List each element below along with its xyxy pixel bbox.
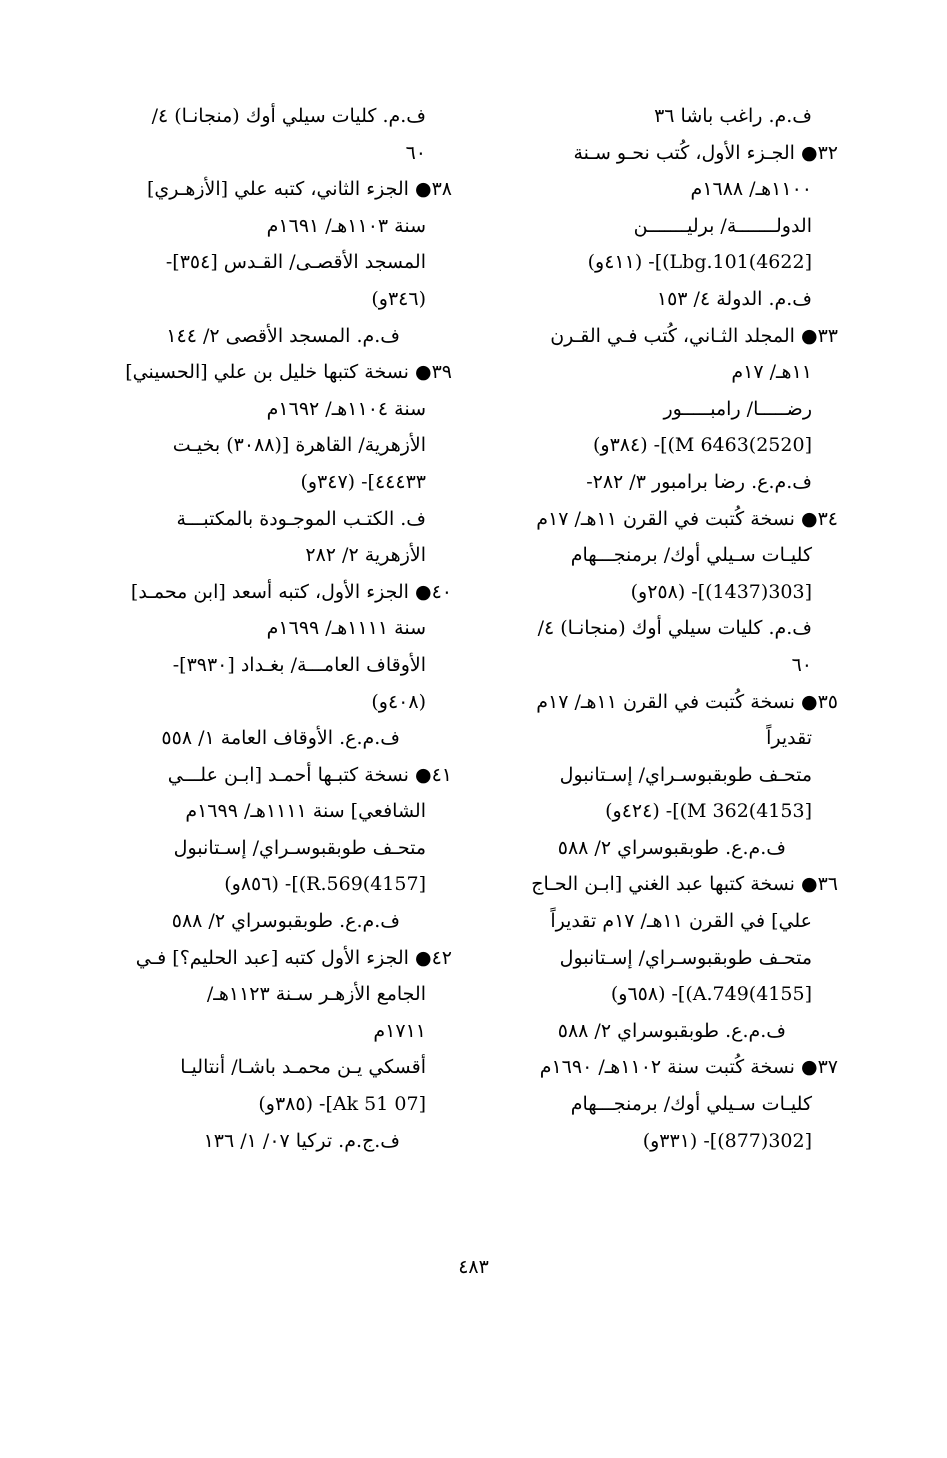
- entry-line: كليـات سـيلي أوك/ برمنجـــهام: [570, 1093, 812, 1116]
- entry-line: ف.م. كليات سيلي أوك (منجانـا) ٤/: [537, 617, 812, 640]
- entry-line: الدولـــــــة/ برليـــــــن: [633, 214, 812, 237]
- entry-line: متحـف طوبقبوسـراي/ إسـتانبول: [173, 836, 426, 859]
- entry-heading-line: ٣٩● نسخة كتبها خليل بن علي [الحسيني]: [125, 361, 452, 384]
- entry-line: ف.م. الدولة ٤/ ١٥٣: [656, 287, 812, 310]
- entry-line: ف.م. كليات سيلي أوك (منجانـا) ٤/: [151, 105, 426, 127]
- entry-line: ف.م.ع. رضا برامبور ٣/ ٢٨٢-: [586, 470, 812, 493]
- entry-heading-line: ٤٠● الجزء الأول، كتبه أسعد [ابن محمـد]: [130, 580, 452, 603]
- entry-line: ف.م. راغب باشا ٣٦: [654, 105, 812, 127]
- entry-line: أقسكي يـن محمـد باشـا/ أنتاليـا: [180, 1056, 426, 1079]
- left-column: [112, 98, 452, 1159]
- entry-line: [4153)M 362)]- (٤٢٤و): [605, 800, 812, 823]
- entry-line: سنة ١١١١هـ/ ١٦٩٩م: [266, 617, 426, 640]
- entry-line: [4157)R.569)]- (٨٥٦و): [224, 873, 426, 896]
- entry-line: ف.م. المسجد الأقصى ٢/ ١٤٤: [166, 324, 400, 347]
- entry-heading-line: ٣٥● نسخة كُتبت في القرن ١١هـ/ ١٧م: [536, 690, 838, 713]
- entry-line: ف.م.ع. طوبقبوسراي ٢/ ٥٨٨: [557, 836, 786, 859]
- entry-line: [303(1437)]- (٢٥٨و): [630, 580, 812, 603]
- entry-heading-line: ٣٤● نسخة كُتبت في القرن ١١هـ/ ١٧م: [536, 507, 838, 530]
- entry-line: ١٧١١م: [373, 1019, 426, 1042]
- entry-line: ف.م.ع. طوبقبوسراي ٢/ ٥٨٨: [557, 1019, 786, 1042]
- entry-line: ١١هـ/ ١٧م: [731, 361, 812, 384]
- entry-line: ف.ج.م. تركيا ٠٧/ ١/ ١٣٦: [203, 1129, 400, 1152]
- entry-heading-line: ٣٧● نسخة كُتبت سنة ١١٠٢هـ/ ١٦٩٠م: [539, 1056, 838, 1079]
- entry-line: ٦٠: [405, 141, 426, 164]
- entry-line: [4155)A.749)]- (٦٥٨و): [610, 983, 812, 1006]
- entry-line: متحـف طوبقبوسـراي/ إسـتانبول: [559, 946, 812, 969]
- entry-line: ف.م.ع. طوبقبوسراي ٢/ ٥٨٨: [171, 910, 400, 933]
- entry-heading-line: ٣٢● الجـزء الأول، كُتب نحـو سـنة: [573, 141, 838, 164]
- entry-line: [4622)Lbg.101)]- (٤١١و): [587, 251, 812, 274]
- entry-line: تقديراً: [766, 727, 812, 750]
- entry-heading-line: ٣٦● نسخة كتبها عبد الغني [ابـن الحـاج: [531, 873, 838, 896]
- entry-line: ٦٠: [791, 653, 812, 676]
- right-column: [498, 98, 838, 1159]
- entry-line: الأوقاف العامـــة/ بغـداد [٣٩٣٠]-: [172, 653, 426, 676]
- entry-heading-line: ٣٣● المجلد الثـاني، كُتب فـي القـرن: [550, 324, 838, 347]
- entry-line: الجامع الأزهـر سـنة ١١٢٣هـ/: [206, 983, 426, 1006]
- entry-line: [2520)6463 M)]- (٣٨٤و): [593, 434, 812, 457]
- entry-heading-line: ٤١● نسخة كتبـها أحمـد [ابـن علـــي: [167, 763, 452, 786]
- entry-line: رضـــــا/ رامبـــــور: [663, 397, 812, 420]
- entry-line: (٤٠٨و): [371, 690, 426, 713]
- entry-line: [302(877)]- (٣٣١و): [642, 1129, 812, 1152]
- entry-line: سنة ١١٠٤هـ/ ١٦٩٢م: [266, 397, 426, 420]
- entry-line: ٤٤٤٣٣]- (٣٤٧و): [300, 470, 426, 493]
- entry-line: الأزهرية/ القاهرة [(٣٠٨٨) بخيـت: [172, 434, 426, 457]
- entry-line: ١١٠٠هـ/ ١٦٨٨م: [690, 178, 812, 201]
- entry-line: كليـات سـيلي أوك/ برمنجـــهام: [570, 544, 812, 567]
- entry-line: سنة ١١٠٣هـ/ ١٦٩١م: [266, 214, 426, 237]
- entry-line: الأزهرية ٢/ ٢٨٢: [305, 544, 426, 567]
- entry-line: ف. الكتـب الموجـودة بالمكتبـــة: [176, 507, 426, 530]
- entry-line: (٣٤٦و): [371, 287, 426, 310]
- entry-line: الشافعي] سنة ١١١١هـ/ ١٦٩٩م: [185, 800, 426, 823]
- entry-line: علي] في القرن ١١هـ/ ١٧م تقديراً: [550, 910, 812, 933]
- entry-line: متحـف طوبقبوسـراي/ إسـتانبول: [559, 763, 812, 786]
- entry-heading-line: ٤٢● الجزء الأول كتبه [عبد الحليم؟] فـي: [135, 946, 452, 969]
- entry-line: [07 Ak 51]- (٣٨٥و): [258, 1093, 426, 1116]
- entry-line: ف.م.ع. الأوقاف العامة ١/ ٥٥٨: [161, 727, 400, 750]
- entry-heading-line: ٣٨● الجزء الثاني، كتبه علي [الأزهـري]: [146, 178, 452, 201]
- page-number: ٤٨٣: [458, 1256, 489, 1278]
- entry-line: المسجد الأقصـى/ القـدس [٣٥٤]-: [165, 251, 426, 274]
